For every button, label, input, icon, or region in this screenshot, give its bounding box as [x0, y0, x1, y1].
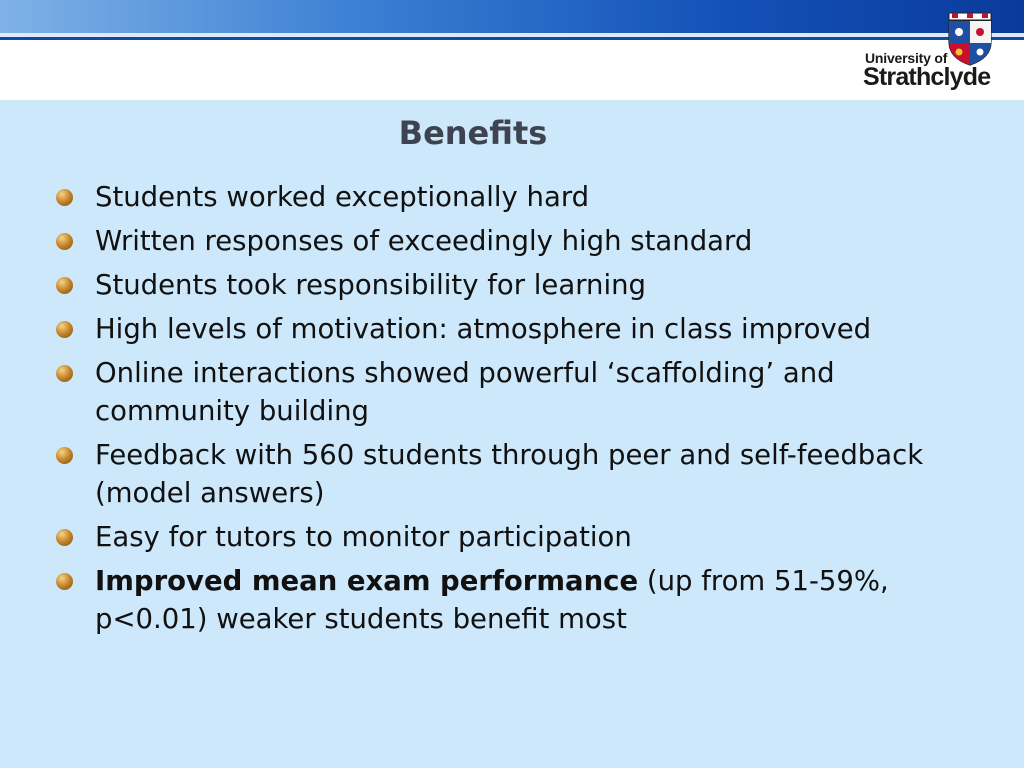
bullet-dot-icon [56, 321, 73, 338]
header-band [0, 0, 1024, 100]
bullet-dot-icon [56, 529, 73, 546]
logo-university-of: University of [865, 50, 948, 66]
bullet-bold-text: Improved mean exam performance [95, 565, 639, 597]
bullet-item [50, 222, 950, 260]
bullet-text-combined [95, 565, 889, 635]
logo-strathclyde: Strathclyde [863, 63, 991, 91]
bullet-item [50, 178, 950, 216]
bullet-dot-icon [56, 365, 73, 382]
slide-title: Benefits [398, 114, 548, 152]
bullet-item [50, 310, 950, 348]
bullet-item [50, 436, 950, 512]
bullet-text: Students worked exceptionally hard [95, 181, 590, 213]
university-crest-icon [946, 12, 994, 66]
bullet-item [50, 562, 950, 638]
university-logo [858, 10, 1004, 98]
bullet-text: (up from 51-59%, p<0.01) weaker students benefit most [95, 565, 889, 635]
bullet-dot-icon [56, 189, 73, 206]
bullet-list [50, 178, 950, 644]
bullet-item [50, 266, 950, 304]
bullet-text: High levels of motivation: atmosphere in class improved [95, 313, 872, 345]
bullet-dot-icon [56, 233, 73, 250]
bullet-text: Students took responsibility for learning [95, 269, 646, 301]
bullet-text: Written responses of exceedingly high standard [95, 225, 753, 257]
bullet-text: Online interactions showed powerful ‘scaffolding’ and community building [95, 357, 835, 427]
bullet-item [50, 518, 950, 556]
bullet-dot-icon [56, 573, 73, 590]
bullet-text: Easy for tutors to monitor participation [95, 521, 632, 553]
bullet-item [50, 354, 950, 430]
bullet-dot-icon [56, 447, 73, 464]
bullet-dot-icon [56, 277, 73, 294]
bullet-text: Feedback with 560 students through peer and self-feedback (model answers) [95, 439, 924, 509]
